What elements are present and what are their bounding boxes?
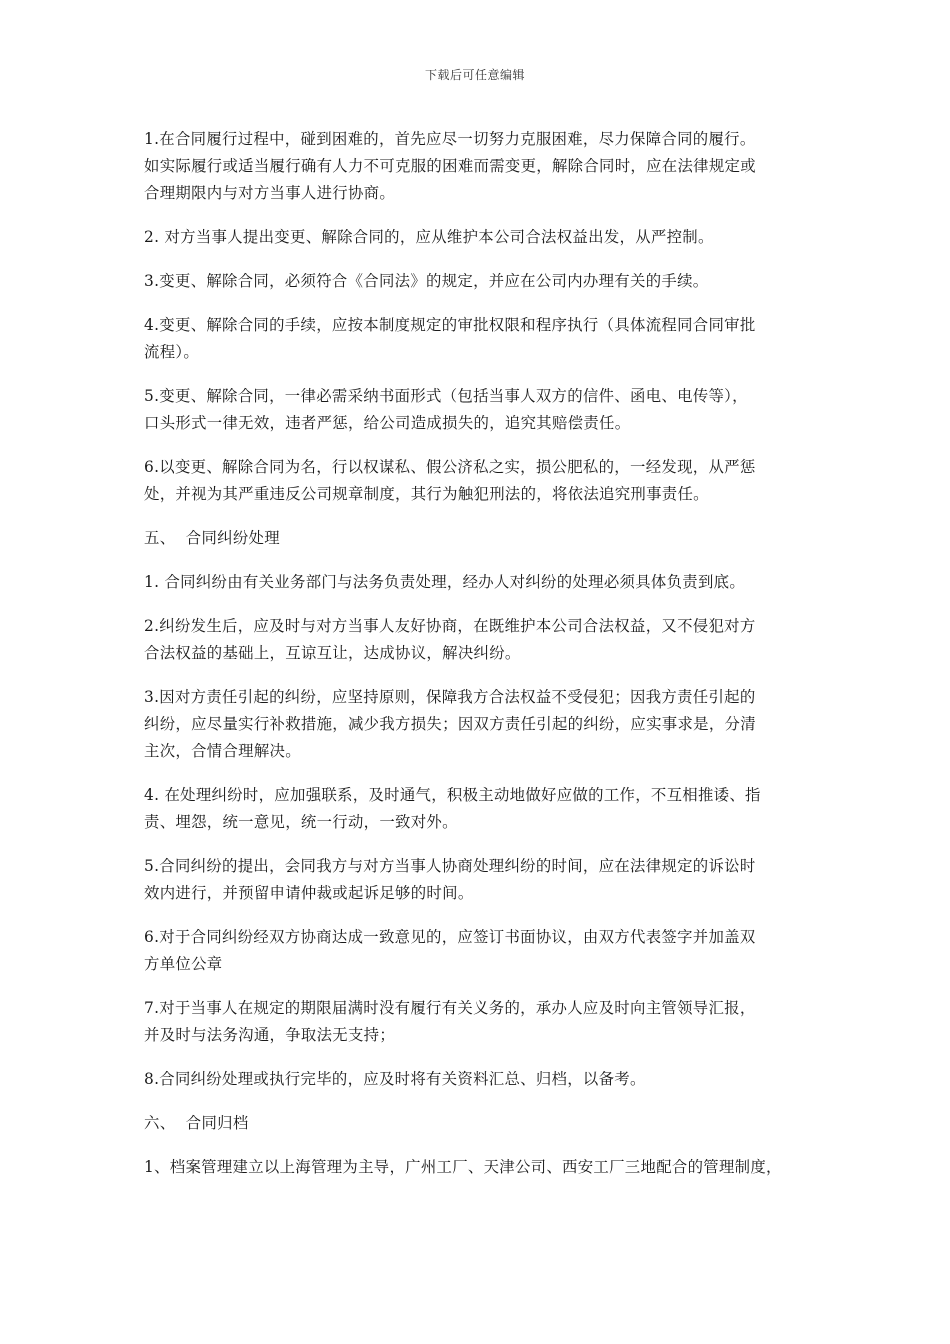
paragraph-dispute-7: [144, 995, 812, 1049]
text-line: 7.对于当事人在规定的期限届满时没有履行有关义务的，承办人应及时向主管领导汇报，: [144, 999, 756, 1017]
text-line: 1.在合同履行过程中，碰到困难的，首先应尽一切努力克服困难，尽力保障合同的履行。: [144, 130, 756, 148]
section-heading-six: 六、 合同归档: [144, 1114, 249, 1132]
text-line: 5.合同纠纷的提出，会同我方与对方当事人协商处理纠纷的时间，应在法律规定的诉讼时: [144, 857, 756, 875]
text-line: 4. 在处理纠纷时，应加强联系，及时通气，积极主动地做好应做的工作，不互相推诿、指: [144, 786, 761, 804]
document-body: [144, 126, 812, 1198]
text-line: 1、档案管理建立以上海管理为主导，广州工厂、天津公司、西安工厂三地配合的管理制度，: [144, 1158, 782, 1176]
text-line: 4.变更、解除合同的手续，应按本制度规定的审批权限和程序执行（具体流程同合同审批: [144, 316, 756, 334]
text-line: 6.以变更、解除合同为名，行以权谋私、假公济私之实，损公肥私的，一经发现，从严惩: [144, 458, 756, 476]
text-line: 责、埋怨，统一意见，统一行动，一致对外。: [144, 813, 458, 831]
text-line: 纠纷，应尽量实行补救措施，减少我方损失；因双方责任引起的纠纷，应实事求是，分清: [144, 715, 756, 733]
text-line: 口头形式一律无效，违者严惩，给公司造成损失的，追究其赔偿责任。: [144, 414, 631, 432]
text-line: 处，并视为其严重违反公司规章制度，其行为触犯刑法的，将依法追究刑事责任。: [144, 485, 709, 503]
paragraph-change-4: [144, 312, 812, 366]
text-line: 1. 合同纠纷由有关业务部门与法务负责处理，经办人对纠纷的处理必须具体负责到底。: [144, 573, 746, 591]
text-line: 方单位公章: [144, 955, 223, 973]
text-line: 3.变更、解除合同，必须符合《合同法》的规定，并应在公司内办理有关的手续。: [144, 272, 709, 290]
section-heading-five: 五、 合同纠纷处理: [144, 529, 280, 547]
text-line: 如实际履行或适当履行确有人力不可克服的困难而需变更，解除合同时，应在法律规定或: [144, 157, 756, 175]
paragraph-change-6: [144, 454, 812, 508]
text-line: 并及时与法务沟通，争取法无支持；: [144, 1026, 396, 1044]
text-line: 8.合同纠纷处理或执行完毕的，应及时将有关资料汇总、归档，以备考。: [144, 1070, 646, 1088]
paragraph-dispute-3: [144, 684, 812, 765]
paragraph-dispute-5: [144, 853, 812, 907]
paragraph-dispute-1: [144, 569, 812, 596]
paragraph-change-5: [144, 383, 812, 437]
text-line: 效内进行，并预留申请仲裁或起诉足够的时间。: [144, 884, 474, 902]
text-line: 合法权益的基础上，互谅互让，达成协议，解决纠纷。: [144, 644, 521, 662]
text-line: 6.对于合同纠纷经双方协商达成一致意见的，应签订书面协议，由双方代表签字并加盖双: [144, 928, 756, 946]
paragraph-change-1: [144, 126, 812, 207]
text-line: 3.因对方责任引起的纠纷，应坚持原则，保障我方合法权益不受侵犯；因我方责任引起的: [144, 688, 756, 706]
text-line: 2.纠纷发生后，应及时与对方当事人友好协商，在既维护本公司合法权益，又不侵犯对方: [144, 617, 756, 635]
paragraph-dispute-2: [144, 613, 812, 667]
text-line: 流程）。: [144, 343, 200, 361]
paragraph-change-3: [144, 268, 812, 295]
text-line: 5.变更、解除合同，一律必需采纳书面形式（包括当事人双方的信件、函电、电传等），: [144, 387, 748, 405]
paragraph-dispute-4: [144, 782, 812, 836]
paragraph-change-2: [144, 224, 812, 251]
paragraph-dispute-6: [144, 924, 812, 978]
text-line: 合理期限内与对方当事人进行协商。: [144, 184, 396, 202]
text-line: 2. 对方当事人提出变更、解除合同的，应从维护本公司合法权益出发，从严控制。: [144, 228, 714, 246]
paragraph-archive-1: [144, 1154, 812, 1181]
text-line: 主次，合情合理解决。: [144, 742, 301, 760]
page-header-note: 下载后可任意编辑: [424, 68, 525, 82]
paragraph-dispute-8: [144, 1066, 812, 1093]
